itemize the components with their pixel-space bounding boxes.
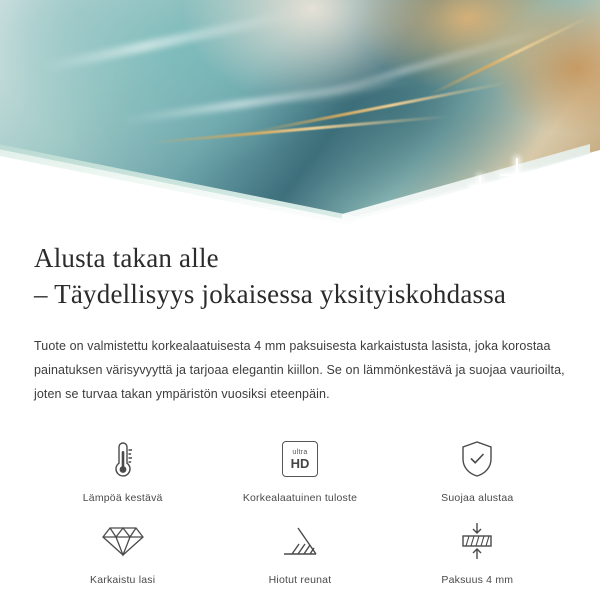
feature-label: Lämpöä kestävä [82, 492, 163, 504]
glass-edge [0, 128, 600, 228]
feature-item [211, 436, 388, 504]
feature-item [389, 436, 566, 504]
headline-line-2: – Täydellisyys jokaisessa yksityiskohdassa [34, 279, 507, 309]
polished-edges-icon [280, 518, 320, 564]
thickness-arrows-icon [457, 518, 497, 564]
badge-small-text: ultra [292, 448, 308, 456]
diamond-icon [102, 518, 144, 564]
glass-edge-band [0, 128, 600, 228]
feature-label: Paksuus 4 mm [441, 574, 514, 586]
thermometer-icon [108, 436, 138, 482]
page-title [34, 228, 566, 312]
hero-product-image [0, 0, 600, 228]
feature-item [211, 518, 388, 586]
content-block [0, 228, 600, 586]
description-paragraph: Tuote on valmistettu korkealaatuisesta 4 mm paksuisesta karkaistusta lasista, joka korostaa painatuksen värisyvyyttä ja tarjoaa elegantin kiillon. Se on lämmönkestävä ja suojaa vaurioilta, joten se turvaa takan ympäristön vuosiksi eteenpäin. [34, 339, 565, 401]
headline-line-1: Alusta takan alle [34, 243, 219, 273]
feature-label: Korkealaatuinen tuloste [242, 492, 358, 504]
feature-label: Suojaa alustaa [441, 492, 514, 504]
feature-item [34, 436, 211, 504]
shield-check-icon [458, 436, 496, 482]
badge-big-text: HD [290, 455, 310, 471]
feature-item [34, 518, 211, 586]
feature-label: Karkaistu lasi [90, 574, 156, 586]
feature-label: Hiotut reunat [268, 574, 332, 586]
feature-grid [34, 436, 566, 586]
ultra-hd-badge-icon [282, 436, 318, 482]
feature-item [389, 518, 566, 586]
